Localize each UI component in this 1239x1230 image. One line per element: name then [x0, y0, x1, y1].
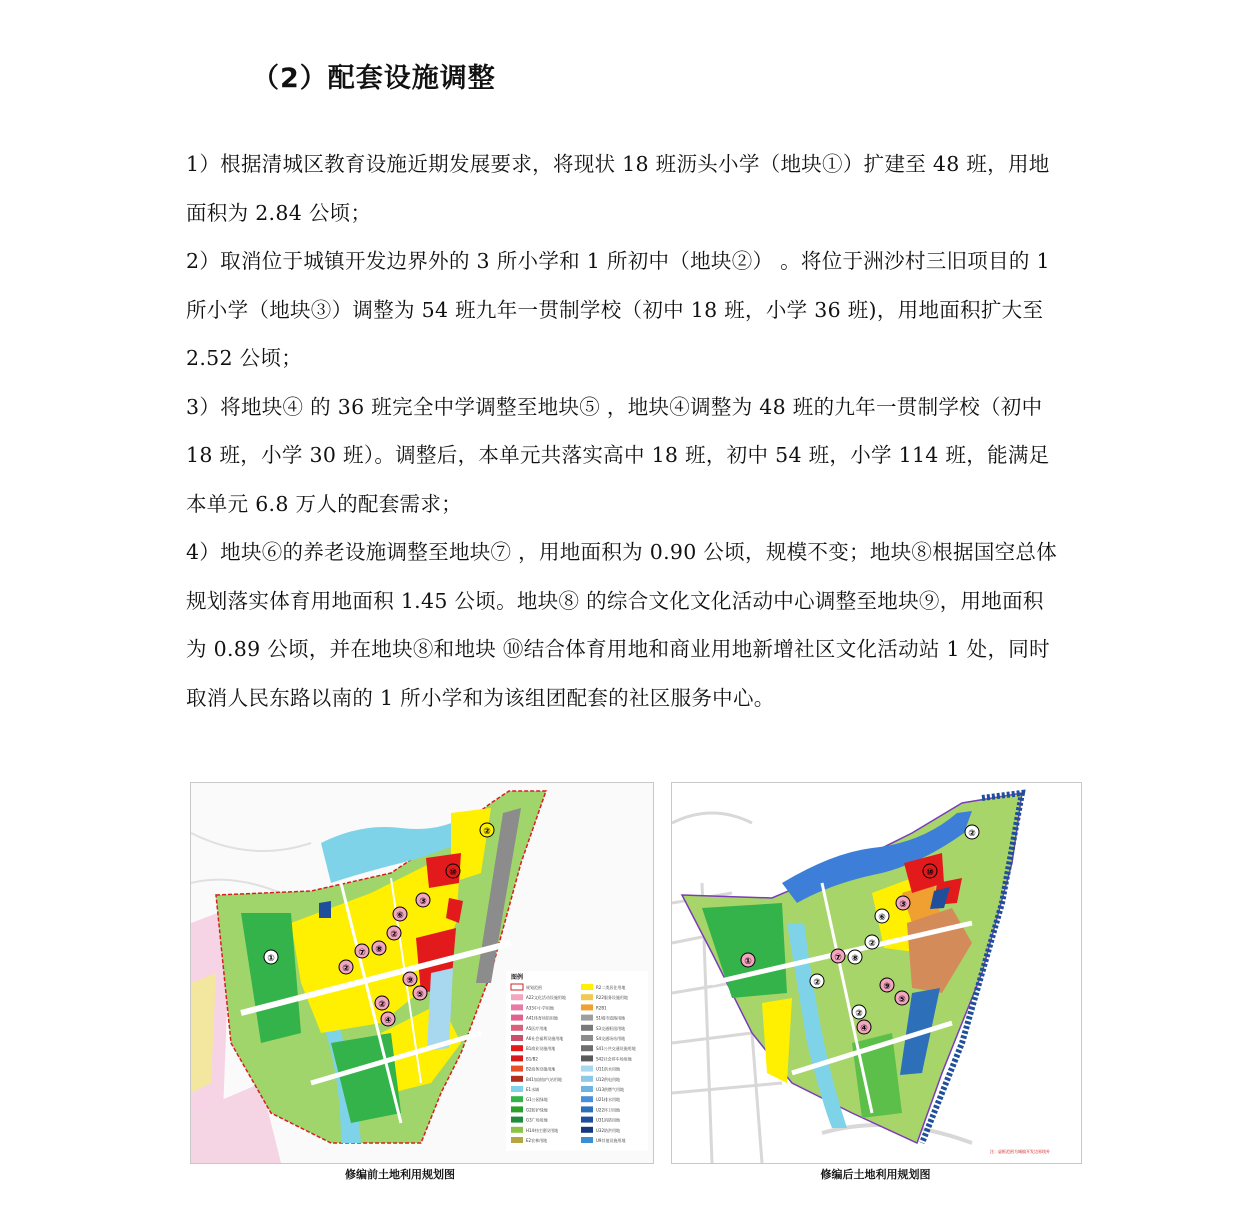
marker-8	[848, 950, 862, 964]
legend-label: U11供水用地	[596, 1066, 621, 1072]
legend-swatch	[581, 1035, 593, 1041]
map-after-revision	[671, 782, 1082, 1164]
legend-swatch	[511, 1127, 523, 1133]
svg-text:⑦: ⑦	[834, 953, 842, 963]
marker-3	[416, 893, 430, 907]
legend-label: G3广场用地	[526, 1117, 548, 1123]
legend-item	[581, 1015, 625, 1021]
marker-3	[896, 896, 910, 910]
legend-swatch	[581, 1127, 593, 1133]
marker-4	[381, 1012, 395, 1026]
svg-text:⑧: ⑧	[851, 954, 859, 964]
legend-item	[581, 1045, 636, 1051]
svg-text:⑤: ⑤	[898, 995, 906, 1005]
svg-text:②: ②	[855, 1009, 863, 1019]
legend-swatch	[581, 1055, 593, 1061]
svg-text:⑨: ⑨	[406, 976, 414, 986]
legend-label: A41体育场馆用地	[526, 1015, 558, 1021]
svg-text:①: ①	[267, 954, 275, 964]
legend-swatch	[581, 1096, 593, 1102]
map-after-svg	[672, 783, 1081, 1163]
marker-7	[831, 949, 845, 963]
marker-10	[923, 864, 937, 878]
legend-item	[581, 994, 628, 1000]
legend-item	[511, 1045, 555, 1051]
marker-5	[413, 986, 427, 1000]
legend-swatch	[511, 1035, 523, 1041]
paragraph-4: 4）地块⑥的养老设施调整至地块⑦ ，用地面积为 0.90 公顷，规模不变；地块⑧根据国空总体规划落实体育用地面积 1.45 公顷。地块⑧ 的综合文化文化活动中心调整至地块⑨，用地面积为 0.89 公顷，并在地块⑧和地块 ⑩结合体育用地和商业用地新增社区文化活动站 1 处，同时取消人民东路以南的 1 所小学和为该组团配套的社区服务中心。	[186, 540, 1058, 710]
legend-swatch	[581, 1045, 593, 1051]
legend-swatch	[511, 984, 523, 990]
legend-swatch	[581, 1117, 593, 1123]
caption-before: 修编前土地利用规划图	[345, 1168, 455, 1181]
legend-label: H14村庄建设用地	[526, 1127, 559, 1133]
legend-swatch	[511, 1055, 523, 1061]
legend-swatch	[511, 1025, 523, 1031]
legend-item	[511, 1066, 555, 1072]
legend-swatch	[511, 1004, 523, 1010]
legend-item	[581, 1086, 624, 1092]
legend-label: U21排水用地	[596, 1097, 621, 1103]
marker-5	[895, 991, 909, 1005]
legend-swatch	[581, 1004, 593, 1010]
legend-item	[511, 984, 542, 990]
legend-item	[581, 1096, 620, 1102]
marker-2c	[810, 974, 824, 988]
marker-8	[372, 941, 386, 955]
marker-10	[446, 864, 460, 878]
legend-label: S42社会停车场用地	[596, 1056, 632, 1062]
marker-6	[393, 907, 407, 921]
svg-text:⑦: ⑦	[358, 948, 366, 958]
legend-item	[581, 984, 625, 990]
legend-item	[511, 1004, 554, 1010]
svg-text:③: ③	[899, 900, 907, 910]
legend-label: U9其他设施用地	[596, 1138, 626, 1143]
legend-label: U22环卫用地	[596, 1107, 621, 1113]
legend-item	[511, 1117, 548, 1123]
legend-item	[581, 1106, 620, 1112]
marker-4	[857, 1020, 871, 1034]
paragraph-3: 3）将地块④ 的 36 班完全中学调整至地块⑤ ，地块④调整为 48 班的九年一贯制学校（初中 18 班，小学 30 班）。调整后，本单元共落实高中 18 班，初中 54 班，小学 114 班，能满足本单元 6.8 万人的配套需求；	[186, 394, 1050, 516]
marker-2a	[965, 825, 979, 839]
map-note: 注：虚框范围为城镇开发边界线外	[990, 1149, 1050, 1154]
legend-swatch	[511, 1066, 523, 1072]
svg-text:⑩: ⑩	[449, 868, 457, 878]
legend-label: R2B1	[596, 1005, 607, 1011]
map-before-revision	[190, 782, 654, 1164]
svg-text:⑩: ⑩	[926, 868, 934, 878]
legend-label: R2二类居住用地	[596, 985, 626, 990]
marker-1	[741, 953, 755, 967]
legend-item	[511, 1076, 562, 1082]
legend-swatch	[511, 1096, 523, 1102]
legend-label: E2农林用地	[526, 1138, 548, 1143]
legend-swatch	[581, 1025, 593, 1031]
marker-7	[355, 944, 369, 958]
svg-text:②: ②	[868, 939, 876, 949]
svg-text:②: ②	[483, 827, 491, 837]
legend-label: A33中小学用地	[526, 1005, 554, 1011]
legend-label: U12供电用地	[596, 1076, 621, 1082]
legend-swatch	[511, 1086, 523, 1092]
svg-text:⑥: ⑥	[396, 911, 404, 921]
marker-9	[880, 978, 894, 992]
svg-text:③: ③	[419, 897, 427, 907]
legend-item	[511, 1025, 547, 1031]
legend-item	[581, 1035, 625, 1041]
marker-9	[403, 972, 417, 986]
svg-text:②: ②	[390, 930, 398, 940]
legend-item	[581, 1055, 632, 1061]
paragraph-1: 1）根据清城区教育设施近期发展要求，将现状 18 班沥头小学（地块①）扩建至 48 班，用地面积为 2.84 公顷；	[186, 152, 1050, 225]
legend-item	[581, 1076, 620, 1082]
legend-item	[511, 1086, 539, 1092]
marker-2b	[387, 926, 401, 940]
legend-label: B1商业设施用地	[526, 1046, 556, 1052]
legend-item	[511, 1035, 563, 1041]
legend-swatch	[581, 1086, 593, 1092]
svg-text:②: ②	[813, 978, 821, 988]
legend-label: G2防护绿地	[526, 1107, 548, 1113]
legend-label: S1城市道路用地	[596, 1015, 626, 1021]
section-heading: （2）配套设施调整	[252, 63, 496, 94]
legend-item	[511, 994, 566, 1000]
marker-2c	[339, 960, 353, 974]
legend-label: U31消防用地	[596, 1117, 621, 1123]
legend-swatch	[511, 1045, 523, 1051]
legend-label: 规划范围	[526, 985, 542, 990]
legend-label: B41加油加气站用地	[526, 1076, 562, 1082]
marker-2d	[852, 1005, 866, 1019]
legend-swatch	[511, 1117, 523, 1123]
legend-swatch	[581, 1066, 593, 1072]
svg-text:②: ②	[378, 1000, 386, 1010]
legend-label: E1水域	[526, 1087, 540, 1092]
marker-2b	[865, 935, 879, 949]
legend-label: A5医疗用地	[526, 1025, 548, 1031]
legend-swatch	[511, 994, 523, 1000]
legend-label: G1公园绿地	[526, 1097, 548, 1103]
svg-text:②: ②	[342, 964, 350, 974]
svg-text:④: ④	[384, 1016, 392, 1026]
legend-swatch	[511, 1137, 523, 1143]
legend-swatch	[581, 984, 593, 990]
legend-item	[581, 1066, 620, 1072]
legend-swatch	[581, 1106, 593, 1112]
legend-label: R22服务设施用地	[596, 995, 628, 1001]
legend-swatch	[511, 1015, 523, 1021]
marker-2d	[375, 996, 389, 1010]
legend-swatch	[581, 1015, 593, 1021]
legend-swatch	[511, 1076, 523, 1082]
legend-label: U32防洪用地	[596, 1127, 621, 1133]
legend-item	[511, 1106, 548, 1112]
legend-item	[581, 1127, 620, 1133]
caption-after: 修编后土地利用规划图	[820, 1168, 931, 1181]
legend-title: 图例	[511, 974, 524, 981]
legend-label: S41公共交通设施用地	[596, 1046, 636, 1052]
legend-label: S4交通场站用地	[596, 1036, 626, 1041]
svg-text:⑨: ⑨	[883, 982, 891, 992]
legend-item	[581, 1025, 625, 1031]
legend-label: B2商务设施用地	[526, 1066, 556, 1072]
legend-label: U13供燃气用地	[596, 1087, 625, 1092]
paragraph-2: 2）取消位于城镇开发边界外的 3 所小学和 1 所初中（地块②） 。将位于洲沙村三旧项目的 1 所小学（地块③）调整为 54 班九年一贯制学校（初中 18 班，小学 36 班)，用地面积扩大至 2.52 公顷；	[186, 249, 1050, 370]
svg-text:④: ④	[860, 1024, 868, 1034]
map-legend	[506, 971, 648, 1151]
legend-swatch	[581, 1076, 593, 1082]
legend-swatch	[581, 994, 593, 1000]
svg-text:⑥: ⑥	[878, 913, 886, 923]
legend-swatch	[511, 1106, 523, 1112]
body-text	[186, 140, 1058, 722]
marker-6	[875, 909, 889, 923]
svg-text:⑧: ⑧	[375, 945, 383, 955]
legend-label: B1/B2	[526, 1056, 538, 1062]
map-before-svg	[191, 783, 653, 1163]
svg-text:①: ①	[744, 957, 752, 967]
legend-swatch	[581, 1137, 593, 1143]
marker-2a	[480, 823, 494, 837]
svg-text:⑤: ⑤	[416, 990, 424, 1000]
marker-1	[264, 950, 278, 964]
legend-item	[511, 1096, 548, 1102]
legend-item	[511, 1127, 558, 1133]
svg-text:②: ②	[968, 829, 976, 839]
legend-label: A6社会福利设施用地	[526, 1036, 564, 1041]
legend-item	[581, 1137, 625, 1143]
legend-label: A22文化活动设施用地	[526, 995, 566, 1001]
legend-item	[511, 1137, 547, 1143]
legend-item	[511, 1015, 558, 1021]
legend-item	[581, 1117, 620, 1123]
legend-label: S3交通枢纽用地	[596, 1025, 626, 1031]
